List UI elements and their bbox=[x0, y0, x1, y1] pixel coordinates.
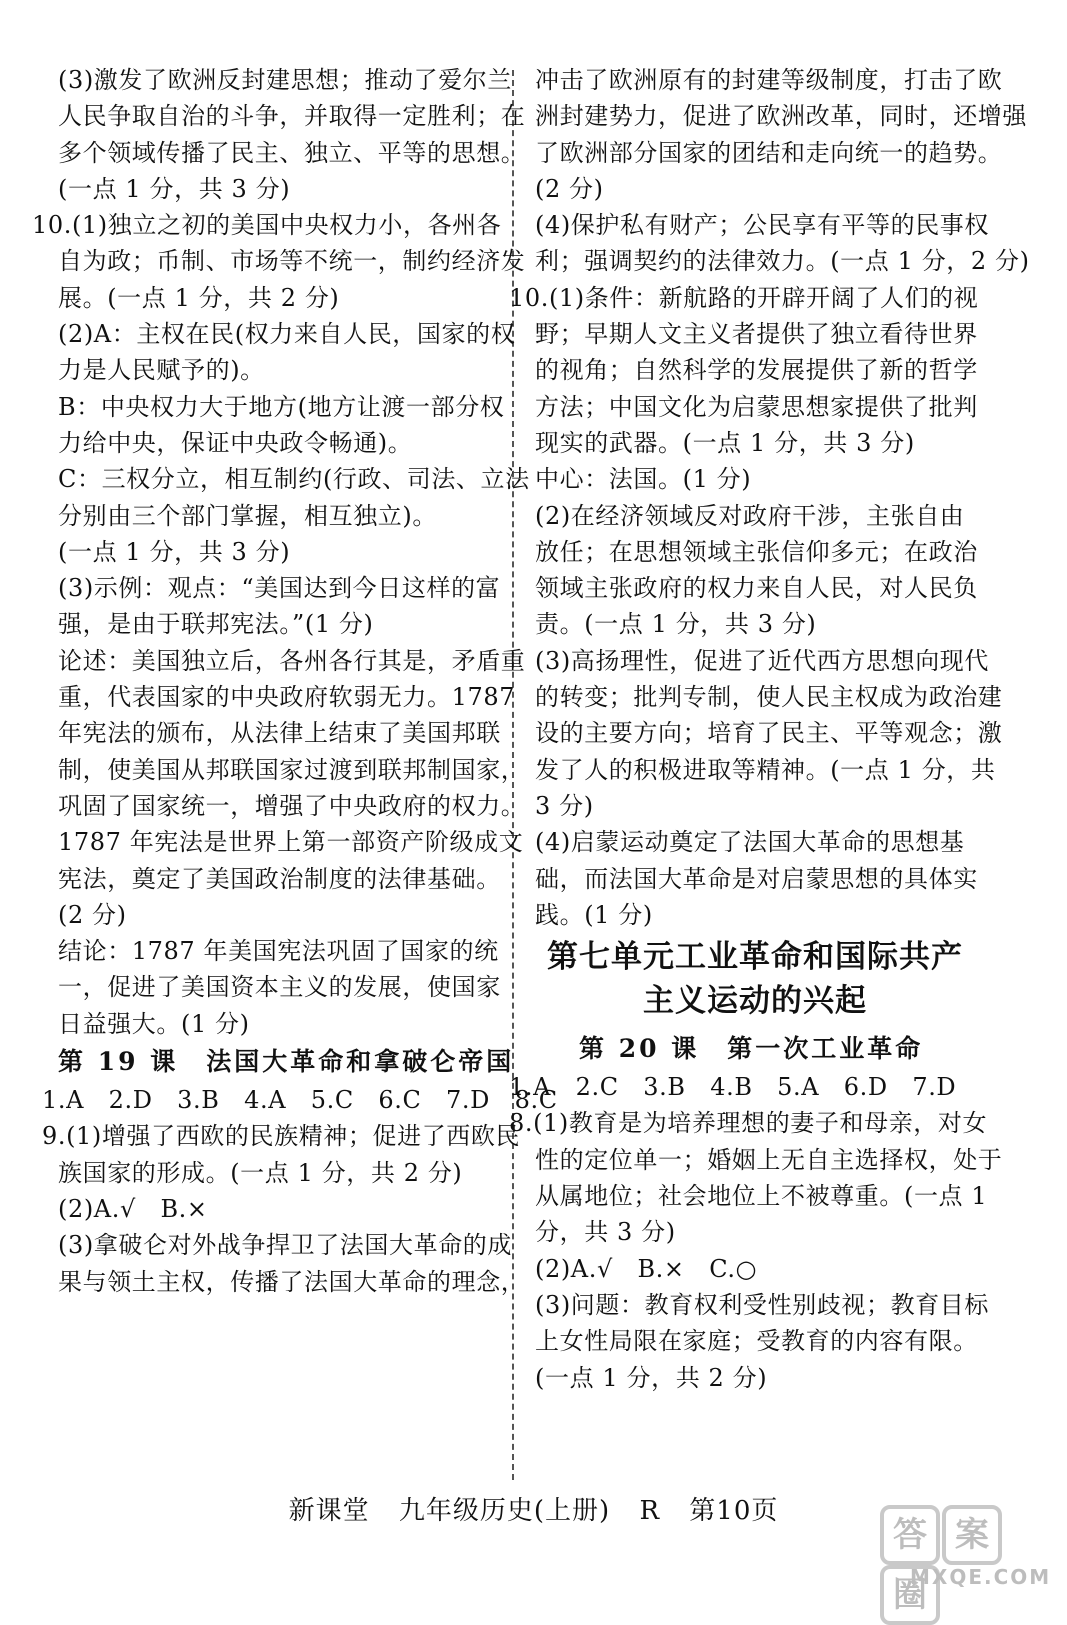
answer-line: 上女性局限在家庭；受教育的内容有限。 bbox=[535, 1327, 978, 1356]
answer-line: (2 分) bbox=[58, 900, 127, 929]
right-column bbox=[509, 62, 1030, 1396]
answer-line: 领域主张政府的权力来自人民，对人民负 bbox=[535, 574, 978, 603]
answer-line: (3)拿破仑对外战争捍卫了法国大革命的成 bbox=[58, 1231, 512, 1260]
question-10-first-line: 10.(1)独立之初的美国中央权力小，各州各 bbox=[32, 211, 502, 240]
answer-line: (3)高扬理性，促进了近代西方思想向现代 bbox=[535, 646, 989, 675]
answer-line: 放任；在思想领域主张信仰多元；在政治 bbox=[535, 537, 978, 566]
answer-line: 现实的武器。(一点 1 分，共 3 分) bbox=[535, 428, 915, 457]
watermark-url: MXQE.COM bbox=[910, 1565, 1052, 1589]
answer-line: 力给中央，保证中央政令畅通)。 bbox=[58, 428, 413, 457]
answer-line: 方法；中国文化为启蒙思想家提供了批判 bbox=[535, 392, 978, 421]
answer-line: (3)示例：观点：“美国达到今日这样的富 bbox=[58, 574, 501, 603]
answer-line: 从属地位；社会地位上不被尊重。(一点 1 bbox=[535, 1182, 988, 1211]
answer-line: (2)A.√ B.× bbox=[58, 1194, 208, 1223]
answer-line: 础，而法国大革命是对启蒙思想的具体实 bbox=[535, 864, 978, 893]
answer-line: 1787 年宪法是世界上第一部资产阶级成文 bbox=[58, 828, 524, 857]
answer-line: 洲封建势力，促进了欧洲改革，同时，还增强 bbox=[535, 102, 1027, 131]
watermark-char: 答 bbox=[880, 1505, 940, 1565]
footer-brand: 新课堂 bbox=[288, 1496, 370, 1526]
lesson-19-choice-answers: 1.A 2.D 3.B 4.A 5.C 6.C 7.D 8.C bbox=[42, 1086, 558, 1115]
watermark-char: 案 bbox=[942, 1505, 1002, 1565]
footer-edition: R bbox=[639, 1496, 661, 1526]
unit-7-title-line-1: 第七单元工业革命和国际共产 bbox=[547, 939, 963, 976]
answer-line: (2)A：主权在民(权力来自人民，国家的权 bbox=[58, 320, 516, 349]
answer-line: 冲击了欧洲原有的封建等级制度，打击了欧 bbox=[535, 66, 1003, 94]
answer-line: 的转变；批判专制，使人民主权成为政治建 bbox=[535, 683, 1003, 712]
answer-line: 一，促进了美国资本主义的发展，使国家 bbox=[58, 973, 501, 1002]
answer-line: 力是人民赋予的)。 bbox=[58, 356, 265, 385]
answer-line: (一点 1 分，共 3 分) bbox=[58, 537, 291, 566]
answer-line: 发了人的积极进取等精神。(一点 1 分，共 bbox=[535, 755, 996, 784]
answer-line: C：三权分立，相互制约(行政、司法、立法 bbox=[58, 465, 530, 494]
answer-line: 结论：1787 年美国宪法巩固了国家的统 bbox=[58, 937, 499, 966]
answer-line: 论述：美国独立后，各州各行其是，矛盾重 bbox=[58, 646, 526, 675]
question-10-first-line-right: 10.(1)条件：新航路的开辟开阔了人们的视 bbox=[509, 283, 979, 312]
lesson-20-title: 第 20 课 第一次工业革命 bbox=[579, 1034, 924, 1064]
question-8-first-line: 8.(1)教育是为培养理想的妻子和母亲，对女 bbox=[509, 1109, 988, 1138]
answer-line: 的视角；自然科学的发展提供了新的哲学 bbox=[535, 356, 978, 385]
left-column bbox=[32, 62, 558, 1300]
answer-line: 自为政；币制、市场等不统一，制约经济发 bbox=[58, 247, 526, 276]
question-9-first-line: 9.(1)增强了西欧的民族精神；促进了西欧民 bbox=[42, 1122, 521, 1151]
lesson-19-title: 第 19 课 法国大革命和拿破仑帝国 bbox=[58, 1047, 515, 1077]
answer-line: (3)问题：教育权利受性别歧视；教育目标 bbox=[535, 1290, 989, 1319]
answer-line: 制，使美国从邦联国家过渡到联邦制国家， bbox=[58, 755, 526, 784]
answer-line: 性的定位单一；婚姻上无自主选择权，处于 bbox=[535, 1145, 1003, 1174]
answer-line: 责。(一点 1 分，共 3 分) bbox=[535, 610, 817, 639]
answer-line: 了欧洲部分国家的团结和走向统一的趋势。 bbox=[535, 138, 1003, 167]
answer-line: 果与领土主权，传播了法国大革命的理念， bbox=[58, 1267, 526, 1296]
answer-line: (2)A.√ B.× C.○ bbox=[535, 1254, 758, 1283]
answer-line: 3 分) bbox=[535, 791, 594, 820]
answer-line: 巩固了国家统一，增强了中央政府的权力。 bbox=[58, 791, 526, 820]
watermark-logo bbox=[880, 1505, 1060, 1615]
unit-7-heading bbox=[535, 935, 975, 1023]
answer-line: 野；早期人文主义者提供了独立看待世界 bbox=[535, 320, 978, 349]
answer-line: (2)在经济领域反对政府干涉，主张自由 bbox=[535, 501, 965, 530]
unit-7-title-line-2: 主义运动的兴起 bbox=[643, 983, 867, 1020]
answer-line: (一点 1 分，共 3 分) bbox=[58, 174, 291, 203]
answer-line: 多个领域传播了民主、独立、平等的思想。 bbox=[58, 138, 526, 167]
answer-line: 展。(一点 1 分，共 2 分) bbox=[58, 283, 340, 312]
lesson-20-choice-answers: 1.A 2.C 3.B 4.B 5.A 6.D 7.D bbox=[509, 1073, 957, 1102]
answer-line: 日益强大。(1 分) bbox=[58, 1009, 250, 1038]
answer-line: 中心：法国。(1 分) bbox=[535, 465, 752, 494]
answer-line: (4)保护私有财产；公民享有平等的民事权 bbox=[535, 211, 989, 240]
answer-line: (3)激发了欧洲反封建思想；推动了爱尔兰 bbox=[58, 66, 512, 94]
answer-line: 设的主要方向；培育了民主、平等观念；激 bbox=[535, 719, 1003, 748]
answer-line: (2 分) bbox=[535, 174, 604, 203]
answer-line: 利；强调契约的法律效力。(一点 1 分，2 分) bbox=[535, 247, 1030, 276]
footer-page-number: 第10页 bbox=[689, 1496, 779, 1526]
answer-line: 宪法，奠定了美国政治制度的法律基础。 bbox=[58, 864, 501, 893]
watermark-char: 圈 bbox=[880, 1565, 940, 1625]
answer-line: (4)启蒙运动奠定了法国大革命的思想基 bbox=[535, 828, 965, 857]
footer-subject: 九年级历史(上册) bbox=[398, 1496, 611, 1526]
answer-line: B：中央权力大于地方(地方让渡一部分权 bbox=[58, 392, 505, 421]
answer-line: 人民争取自治的斗争，并取得一定胜利；在 bbox=[58, 102, 526, 131]
answer-line: 分，共 3 分) bbox=[535, 1218, 676, 1247]
answer-line: (一点 1 分，共 2 分) bbox=[535, 1363, 768, 1392]
answer-line: 强，是由于联邦宪法。”(1 分) bbox=[58, 610, 374, 639]
answer-line: 分别由三个部门掌握，相互独立)。 bbox=[58, 501, 437, 530]
answer-line: 践。(1 分) bbox=[535, 900, 653, 929]
answer-line: 族国家的形成。(一点 1 分，共 2 分) bbox=[58, 1158, 463, 1187]
answer-line: 重，代表国家的中央政府软弱无力。1787 bbox=[58, 683, 516, 712]
answer-line: 年宪法的颁布，从法律上结束了美国邦联 bbox=[58, 719, 501, 748]
